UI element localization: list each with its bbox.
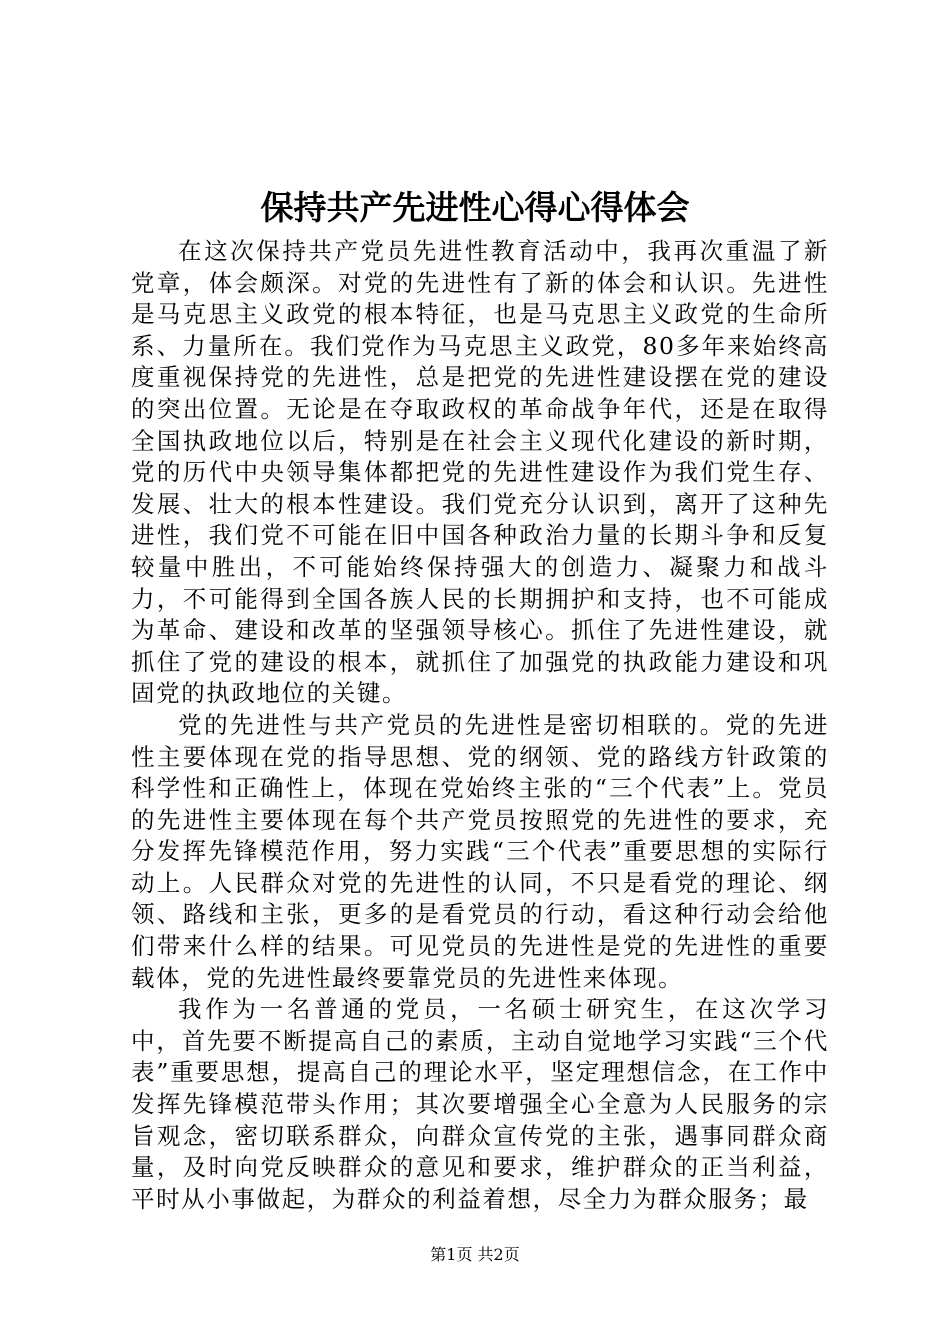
paragraph-2: 党的先进性与共产党员的先进性是密切相联的。党的先进性主要体现在党的指导思想、党的纲领、党的路线方针政策的科学性和正确性上，体现在党始终主张的“三个代表”上。党员的先进性主要体现在每个共产党员按照党的先进性的要求，充分发挥先锋模范作用，努力实践“三个代表”重要思想的实际行动上。人民群众对党的先进性的认同，不只是看党的理论、纲领、路线和主张，更多的是看党员的行动，看这种行动会给他们带来什么样的结果。可见党员的先进性是党的先进性的重要载体，党的先进性最终要靠党员的先进性来体现。 (131, 710, 829, 992)
paragraph-1: 在这次保持共产党员先进性教育活动中，我再次重温了新党章，体会颇深。对党的先进性有了新的体会和认识。先进性是马克思主义政党的根本特征，也是马克思主义政党的生命所系、力量所在。我们党作为马克思主义政党，80多年来始终高度重视保持党的先进性，总是把党的先进性建设摆在党的建设的突出位置。无论是在夺取政权的革命战争年代，还是在取得全国执政地位以后，特别是在社会主义现代化建设的新时期，党的历代中央领导集体都把党的先进性建设作为我们党生存、发展、壮大的根本性建设。我们党充分认识到，离开了这种先进性，我们党不可能在旧中国各种政治力量的长期斗争和反复较量中胜出，不可能始终保持强大的创造力、凝聚力和战斗力，不可能得到全国各族人民的长期拥护和支持，也不可能成为革命、建设和改革的坚强领导核心。抓住了先进性建设，就抓住了党的建设的根本，就抓住了加强党的执政能力建设和巩固党的执政地位的关键。 (131, 237, 829, 708)
document-body (131, 236, 829, 1215)
page-footer: 第1页 共2页 (430, 1245, 520, 1264)
page-title: 保持共产先进性心得心得体会 (260, 188, 690, 227)
paragraph-3: 我作为一名普通的党员，一名硕士研究生，在这次学习中，首先要不断提高自己的素质，主动自觉地学习实践“三个代表”重要思想，提高自己的理论水平，坚定理想信念，在工作中发挥先锋模范带头作用；其次要增强全心全意为人民服务的宗旨观念，密切联系群众，向群众宣传党的主张，遇事同群众商量，及时向党反映群众的意见和要求，维护群众的正当利益，平时从小事做起，为群众的利益着想，尽全力为群众服务；最 (131, 995, 829, 1213)
